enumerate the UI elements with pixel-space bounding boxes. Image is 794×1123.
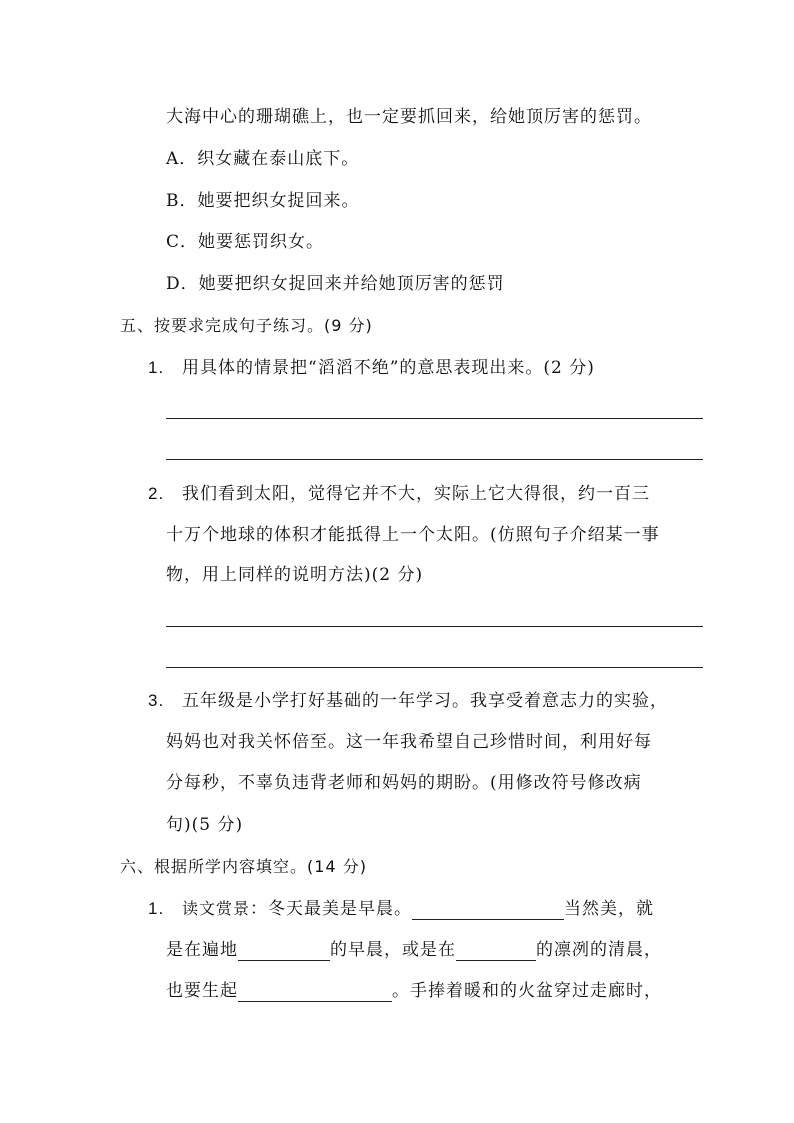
option-c [166, 231, 324, 253]
fill-blank[interactable] [456, 942, 536, 961]
question-number: 2. [148, 484, 165, 503]
question-text: 的凛冽的清晨， [536, 940, 662, 960]
question-label: 读文赏景 [182, 899, 251, 918]
s5-q2-line-2: 十万个地球的体积才能抵得上一个太阳。(仿照句子介绍某一事 [166, 525, 660, 545]
question-text: 是在遍地 [166, 940, 238, 960]
question-text: 我们看到太阳，觉得它并不大，实际上它大得很，约一百三 [182, 484, 650, 504]
answer-line[interactable] [166, 667, 703, 668]
answer-line[interactable] [166, 626, 703, 627]
option-text: 她要惩罚织女。 [198, 232, 325, 252]
s6-q1-line-3 [166, 980, 662, 1002]
s6-q1-line-2 [166, 939, 662, 961]
s5-q3-line-2: 妈妈也对我关怀倍至。这一年我希望自己珍惜时间，利用好每 [166, 732, 652, 752]
section-6-title: 六、根据所学内容填空。(14 分) [120, 857, 367, 876]
option-text: 她要把织女捉回来。 [197, 191, 360, 211]
question-text: 五年级是小学打好基础的一年学习。我享受着意志力的实验， [182, 691, 668, 711]
option-label: B． [166, 191, 198, 211]
s5-q2-line-3: 物，用上同样的说明方法)(2 分) [166, 565, 424, 585]
option-b [166, 190, 360, 212]
question-number: 3. [148, 691, 165, 710]
question-text: 的早晨，或是在 [330, 940, 456, 960]
q4-stem-continuation: 大海中心的珊瑚礁上，也一定要抓回来，给她顶厉害的惩罚。 [166, 107, 652, 127]
s6-q1-line-1 [148, 898, 654, 920]
option-text: 她要把织女捉回来并给她顶厉害的惩罚 [198, 274, 505, 294]
question-number: 1. [148, 899, 165, 918]
section-5-title: 五、按要求完成句子练习。(9 分) [120, 316, 373, 335]
option-label: D． [166, 274, 199, 294]
fill-blank[interactable] [238, 942, 330, 961]
s5-q3-line-4: 句)(5 分) [166, 815, 244, 835]
s5-q2-line-1 [148, 483, 650, 505]
question-number: 1. [148, 358, 165, 377]
s5-q1 [148, 357, 595, 379]
option-d [166, 273, 505, 295]
option-a [166, 148, 359, 170]
option-label: C． [166, 232, 199, 252]
question-text: 当然美，就 [564, 899, 655, 919]
question-text: 也要生起 [166, 981, 238, 1001]
question-text: 。手捧着暖和的火盆穿过走廊时， [392, 981, 662, 1001]
answer-line[interactable] [166, 418, 703, 419]
fill-blank[interactable] [412, 901, 564, 920]
s5-q3-line-1 [148, 690, 668, 712]
option-text: 织女藏在泰山底下。 [197, 149, 360, 169]
answer-line[interactable] [166, 459, 703, 460]
fill-blank[interactable] [238, 983, 392, 1002]
option-label: A． [166, 149, 198, 169]
s5-q3-line-3: 分每秒，不辜负违背老师和妈妈的期盼。(用修改符号修改病 [166, 773, 642, 793]
question-text: ：冬天最美是早晨。 [250, 899, 413, 919]
question-text: 用具体的情景把“滔滔不绝”的意思表现出来。(2 分) [182, 358, 595, 378]
